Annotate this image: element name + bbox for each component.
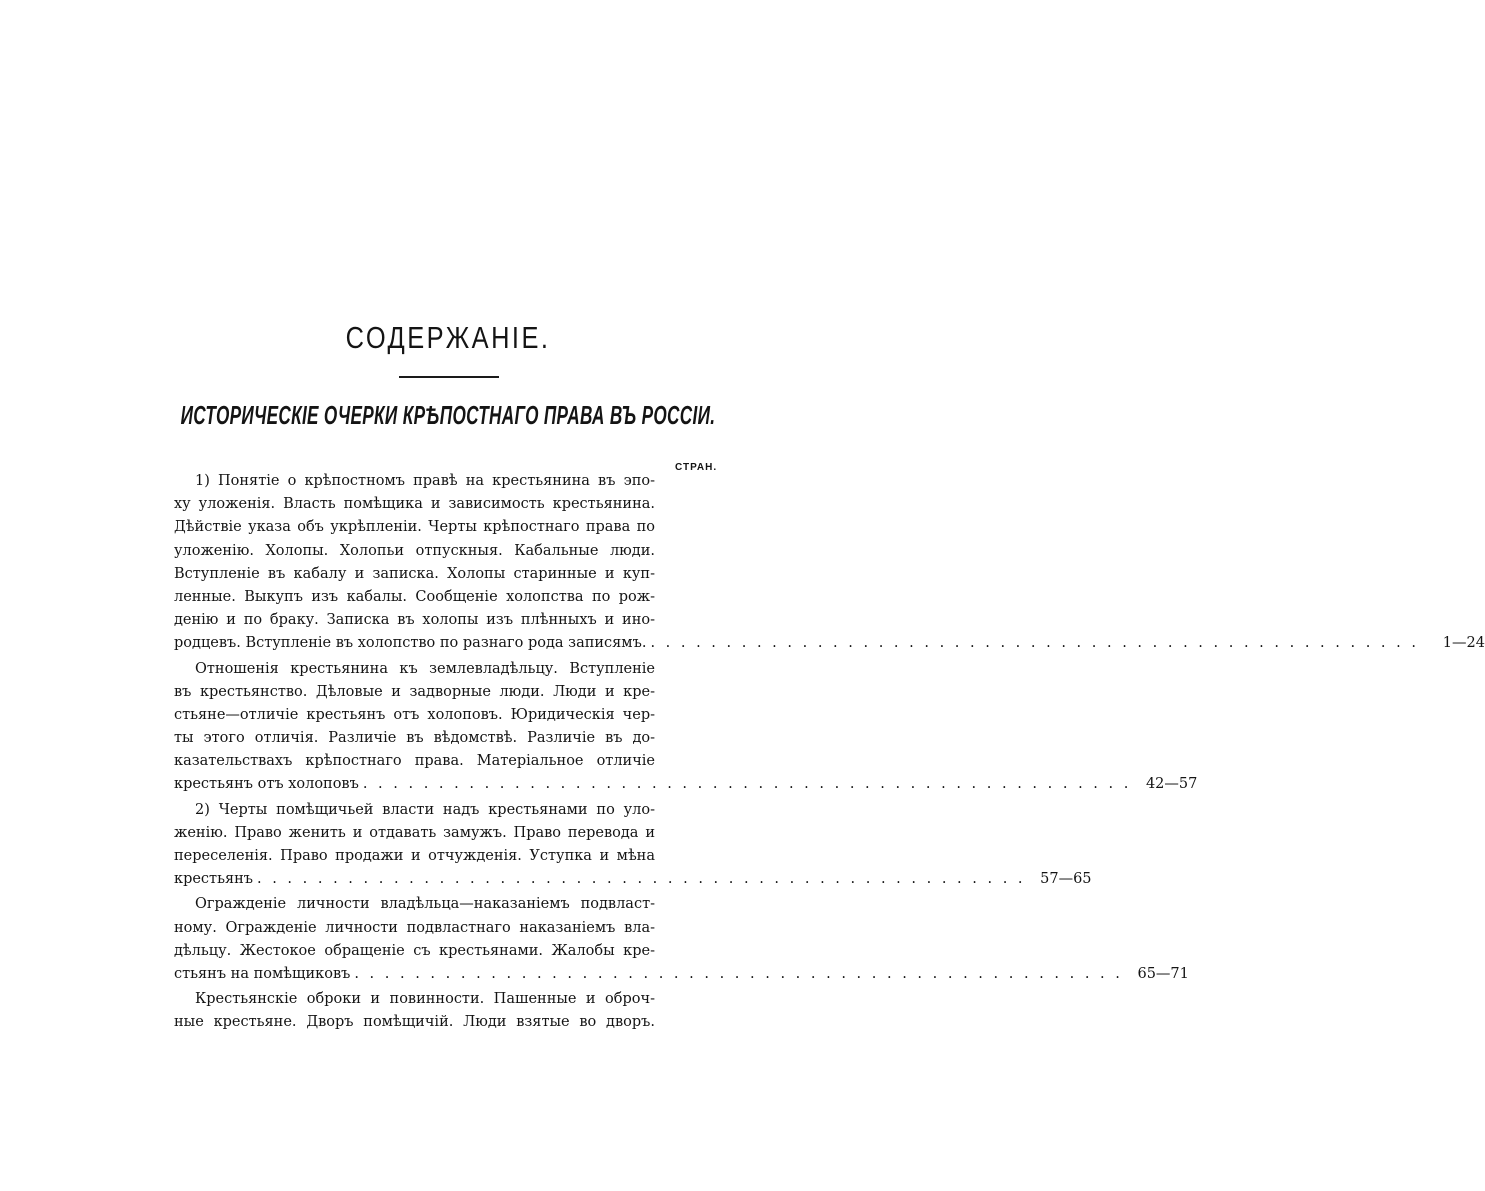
toc-entry-line: дѣльцу. Жестокое обращеніе съ крестьянами. Жалобы кре- — [174, 942, 655, 959]
page-range: 57—65 — [1040, 871, 1092, 888]
toc-entry-text: крестьянъ отъ холоповъ — [174, 776, 359, 793]
toc-entry-line: 1) Понятіе о крѣпостномъ правѣ на крестьянина въ эпо- — [195, 473, 655, 489]
toc-entry-last-line — [174, 868, 1092, 891]
toc-entry-text: родцевъ. Вступленіе въ холопство по разнаго рода записямъ. — [174, 635, 647, 652]
toc-entry-last-line — [174, 773, 1198, 796]
toc-entry-last-line — [174, 963, 1189, 986]
toc-entry — [174, 893, 1189, 986]
toc-entry-text: стьянъ на помѣщиковъ — [174, 965, 351, 982]
title-divider — [399, 376, 499, 378]
toc-entry-line: Огражденіе личности владѣльца—наказаніемъ подвласт- — [195, 896, 655, 913]
toc-entry-line: Вступленіе въ кабалу и записка. Холопы старинные и куп- — [174, 565, 655, 582]
dot-leader: . . . . . . . . . . . . . . . . . . . . . . . . . . . . . . . . . . . . . . . . . . . . . . . . . . . — [650, 635, 1419, 652]
contents-title: СОДЕРЖАНІЕ. — [345, 320, 551, 355]
toc-entry-line: ты этого отличія. Различіе въ вѣдомствѣ. Различіе въ до- — [174, 730, 655, 747]
toc-entry-line: въ крестьянство. Дѣловые и задворные люди. Люди и кре- — [174, 683, 655, 700]
table-of-contents — [174, 470, 1485, 1037]
toc-entry-line: стьяне—отличіе крестьянъ отъ холоповъ. Юридическія чер- — [174, 706, 655, 723]
toc-entry-line: ные крестьяне. Дворъ помѣщичій. Люди взятые во дворъ. — [174, 1014, 655, 1031]
dot-leader: . . . . . . . . . . . . . . . . . . . . . . . . . . . . . . . . . . . . . . . . . . . . . . . . . . . — [257, 871, 1026, 888]
page-range: 42—57 — [1145, 776, 1198, 793]
toc-entry-line: Дѣйствіе указа объ укрѣпленіи. Черты крѣпостнаго права по — [174, 519, 655, 536]
toc-entry — [174, 470, 1485, 656]
toc-entry-line: ному. Огражденіе личности подвластнаго наказаніемъ вла- — [174, 919, 655, 936]
toc-entry-line: женію. Право женить и отдавать замужъ. Право перевода и — [174, 824, 655, 841]
toc-entry-last-line — [174, 632, 1485, 655]
toc-entry-line: уложенію. Холопы. Холопьи отпускныя. Кабальные люди. — [174, 542, 655, 559]
toc-entry-line: Отношенія крестьянина къ землевладѣльцу. Вступленіе — [195, 660, 655, 677]
page-range: 1—24 — [1442, 635, 1485, 652]
page-column-label: СТРАН. — [675, 462, 718, 473]
section-heading: ИСТОРИЧЕСКІЕ ОЧЕРКИ КРѢПОСТНАГО ПРАВА ВЪ РОССІИ. — [180, 400, 716, 430]
toc-entry-text: крестьянъ — [174, 871, 253, 888]
toc-entry-line: Крестьянскіе оброки и повинности. Пашенные и оброч- — [195, 991, 655, 1008]
toc-entry — [174, 658, 1198, 797]
toc-entry-line: 2) Черты помѣщичьей власти надъ крестьянами по уло- — [195, 801, 655, 818]
toc-entry-line: ху уложенія. Власть помѣщика и зависимость крестьянина. — [174, 496, 655, 513]
toc-entry — [174, 988, 730, 1034]
dot-leader: . . . . . . . . . . . . . . . . . . . . . . . . . . . . . . . . . . . . . . . . . . . . . . . . . . . — [354, 965, 1123, 982]
dot-leader: . . . . . . . . . . . . . . . . . . . . . . . . . . . . . . . . . . . . . . . . . . . . . . . . . . . — [362, 776, 1132, 793]
toc-entry-line: денію и по браку. Записка въ холопы изъ плѣнныхъ и ино- — [174, 612, 655, 629]
toc-entry-line: казательствахъ крѣпостнаго права. Матеріальное отличіе — [174, 753, 655, 770]
page-range: 65—71 — [1137, 965, 1189, 982]
toc-entry — [174, 799, 1092, 892]
toc-entry-line: ленные. Выкупъ изъ кабалы. Сообщеніе холопства по рож- — [174, 588, 655, 605]
toc-entry-line: переселенія. Право продажи и отчужденія. Уступка и мѣна — [174, 848, 655, 864]
